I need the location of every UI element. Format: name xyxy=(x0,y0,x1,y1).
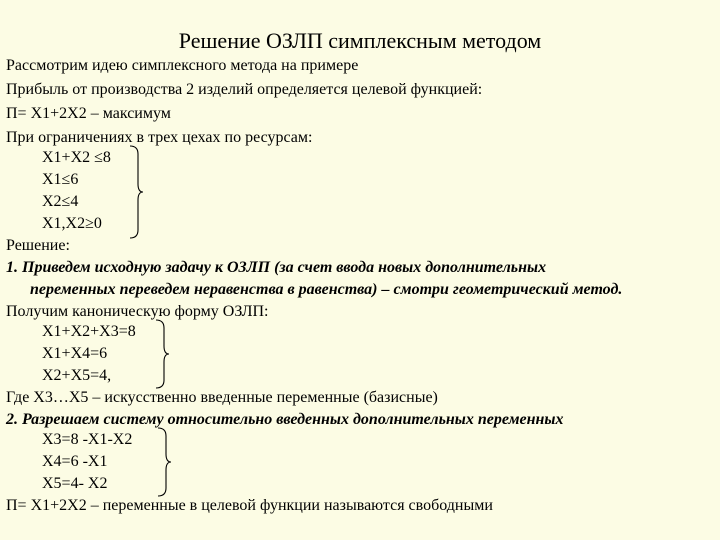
basis-note: Где Х3…Х5 – искусственно введенные переменные (базисные) xyxy=(6,389,438,406)
solution-label: Решение: xyxy=(6,237,70,254)
step-1-line-2: переменных переведем неравенства в равенства) – смотри геометрический метод. xyxy=(30,281,623,298)
resolved-brace-icon xyxy=(156,426,172,498)
constraint-1: Х1+Х2 ≤8 xyxy=(42,149,111,166)
canonical-equation-1: Х1+Х2+Х3=8 xyxy=(42,323,136,340)
constraint-4: Х1,Х2≥0 xyxy=(42,215,102,232)
constraint-3: Х2≤4 xyxy=(42,193,79,210)
canonical-brace-icon xyxy=(154,318,170,390)
canonical-equation-3: Х2+Х5=4, xyxy=(42,367,112,384)
step-2-heading: 2. Разрешаем систему относительно введенных дополнительных переменных xyxy=(6,411,564,428)
step-1-line-1: 1. Приведем исходную задачу к ОЗЛП (за счет ввода новых дополнительных xyxy=(6,259,547,276)
constraints-label: При ограничениях в трех цехах по ресурсам: xyxy=(6,129,313,146)
canonical-label: Получим каноническую форму ОЗЛП: xyxy=(6,303,269,320)
resolved-equation-1: Х3=8 -Х1-Х2 xyxy=(42,431,133,448)
constraint-2: Х1≤6 xyxy=(42,171,79,188)
objective-function: П= Х1+2Х2 – максимум xyxy=(6,105,171,122)
intro-line-2: Прибыль от производства 2 изделий определяется целевой функцией: xyxy=(6,81,483,98)
final-note: П= Х1+2Х2 – переменные в целевой функции называются свободными xyxy=(6,497,493,514)
constraints-brace-icon xyxy=(128,144,144,240)
intro-line-1: Рассмотрим идею симплексного метода на примере xyxy=(6,57,359,74)
canonical-equation-2: Х1+Х4=6 xyxy=(42,345,108,362)
resolved-equation-3: Х5=4- Х2 xyxy=(42,475,108,492)
slide-title: Решение ОЗЛП симплексным методом xyxy=(178,28,542,53)
resolved-equation-2: Х4=6 -Х1 xyxy=(42,453,108,470)
